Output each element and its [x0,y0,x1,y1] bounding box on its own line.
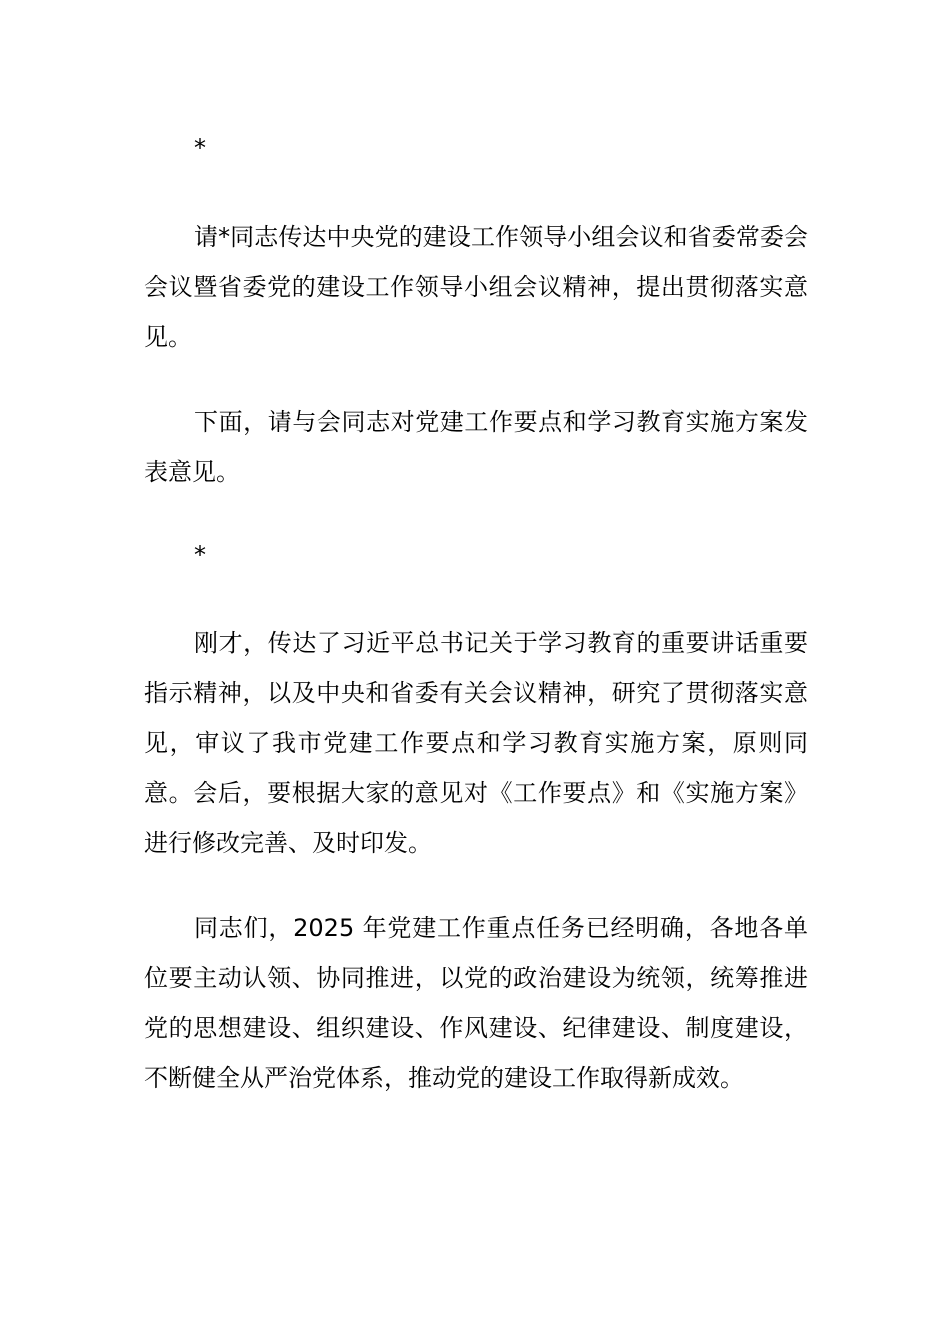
section-separator-2: * [194,541,206,569]
paragraph-2: 下面，请与会同志对党建工作要点和学习教育实施方案发表意见。 [144,408,808,486]
paragraph-3: 刚才，传达了习近平总书记关于学习教育的重要讲话重要指示精神，以及中央和省委有关会议精神，研究了贯彻落实意见，审议了我市党建工作要点和学习教育实施方案，原则同意。会后，要根据大家的意见对《工作要点》和《实施方案》进行修改完善、及时印发。 [144,629,808,857]
section-separator-1: * [194,134,206,162]
paragraph-1: 请*同志传达中央党的建设工作领导小组会议和省委常委会会议暨省委党的建设工作领导小组会议精神，提出贯彻落实意见。 [144,223,808,351]
paragraph-4: 同志们，2025 年党建工作重点任务已经明确，各地各单位要主动认领、协同推进，以党的政治建设为统领，统筹推进党的思想建设、组织建设、作风建设、纪律建设、制度建设，不断健全从严治党体系，推动党的建设工作取得新成效。 [144,914,808,1092]
